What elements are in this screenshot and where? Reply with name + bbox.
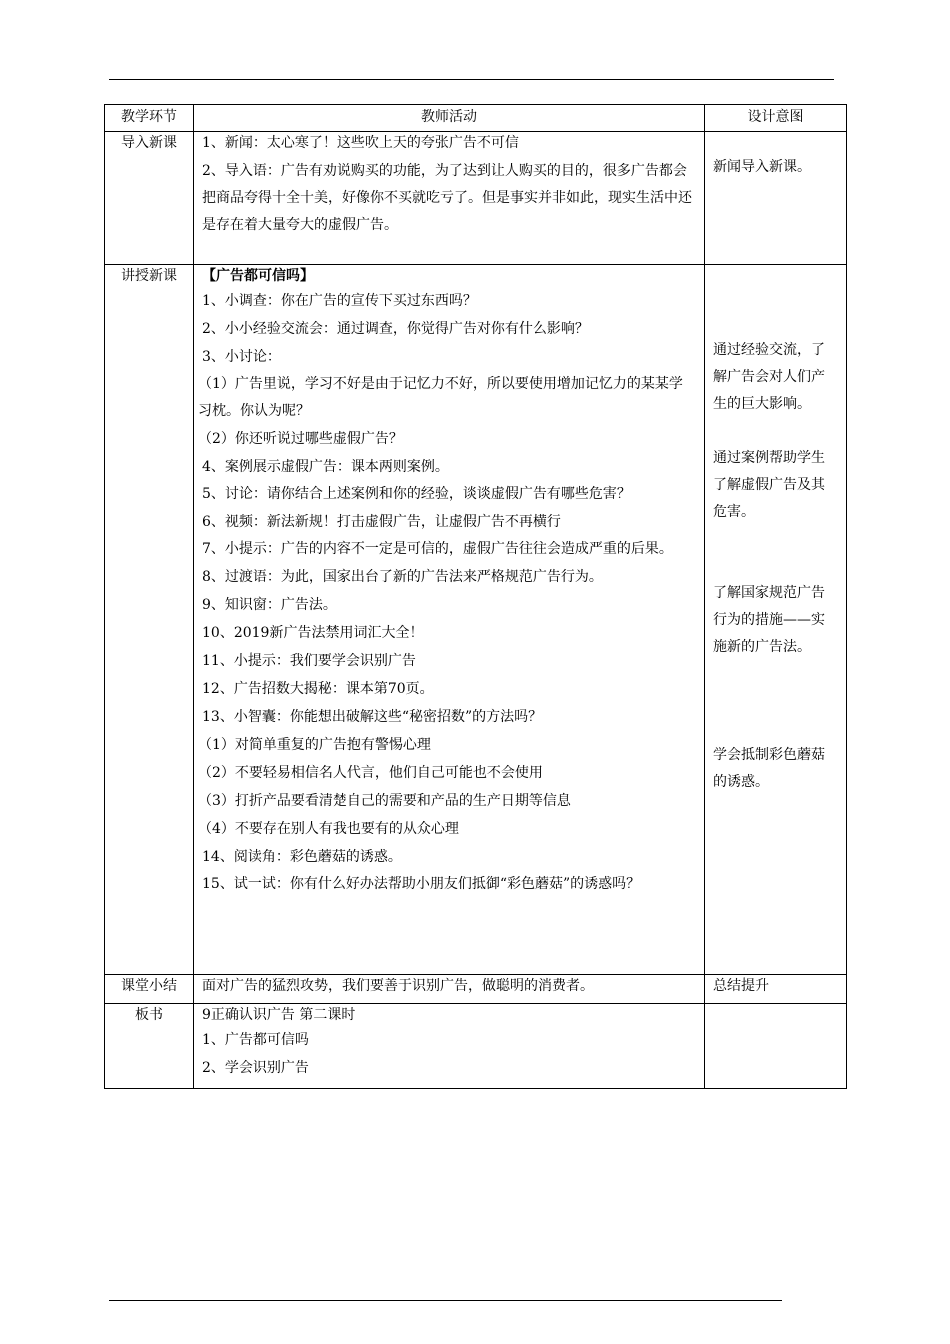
activity-item: 4、案例展示虚假广告：课本两则案例。: [202, 459, 449, 475]
intent-item: 学会抵制彩色蘑菇的诱惑。: [713, 747, 825, 790]
intent-cell: [705, 265, 847, 975]
section-label: 导入新课: [105, 132, 194, 265]
activity-item: 3、小讨论：: [202, 349, 281, 365]
table-row: [105, 132, 847, 265]
activity-item: 2、学会识别广告: [202, 1060, 309, 1076]
activity-item: （1）广告里说，学习不好是由于记忆力不好，所以要使用增加记忆力的某某学习枕。你认为呢？: [198, 376, 683, 419]
lesson-plan-table: [104, 104, 847, 1089]
activity-item: 2、小小经验交流会：通过调查，你觉得广告对你有什么影响？: [202, 321, 589, 337]
activity-item: 1、新闻：太心寒了！这些吹上天的夸张广告不可信: [202, 135, 519, 151]
table-row: [105, 975, 847, 1004]
activity-item: （3）打折产品要看清楚自己的需要和产品的生产日期等信息: [198, 793, 571, 809]
header-rule: [109, 79, 834, 80]
table-row: [105, 265, 847, 975]
section-label: 课堂小结: [105, 975, 194, 1004]
activity-item: （4）不要存在别人有我也要有的从众心理: [198, 821, 459, 837]
header-teacher-activity: 教师活动: [194, 105, 705, 132]
activity-item: 10、2019新广告法禁用词汇大全！: [202, 625, 424, 641]
activity-item: 9、知识窗：广告法。: [202, 597, 337, 613]
activity-item: 6、视频：新法新规！打击虚假广告，让虚假广告不再横行: [202, 514, 561, 530]
activity-cell: [194, 265, 705, 975]
activity-item: （1）对简单重复的广告抱有警惕心理: [198, 737, 431, 753]
activity-item: 8、过渡语：为此，国家出台了新的广告法来严格规范广告行为。: [202, 569, 603, 585]
header-stage: 教学环节: [105, 105, 194, 132]
section-label: 讲授新课: [105, 265, 194, 975]
activity-cell: [194, 975, 705, 1004]
activity-item: 14、阅读角：彩色蘑菇的诱惑。: [202, 849, 402, 865]
activity-item: 1、广告都可信吗: [202, 1032, 309, 1048]
activity-cell: [194, 1004, 705, 1089]
activity-item: （2）不要轻易相信名人代言，他们自己可能也不会使用: [198, 765, 543, 781]
activity-item: 12、广告招数大揭秘：课本第70页。: [202, 681, 434, 697]
intent-cell: [705, 1004, 847, 1089]
intent-item: 通过案例帮助学生了解虚假广告及其危害。: [713, 450, 825, 520]
activity-item: 面对广告的猛烈攻势，我们要善于识别广告，做聪明的消费者。: [202, 978, 594, 994]
table-row: [105, 1004, 847, 1089]
intent-cell: [705, 132, 847, 265]
header-design-intent: 设计意图: [705, 105, 847, 132]
activity-item: 7、小提示：广告的内容不一定是可信的，虚假广告往往会造成严重的后果。: [202, 541, 673, 557]
activity-item: 5、讨论：请你结合上述案例和你的经验，谈谈虚假广告有哪些危害？: [202, 486, 631, 502]
activity-item: 13、小智囊：你能想出破解这些“秘密招数”的方法吗？: [202, 709, 543, 725]
subsection-title: 【广告都可信吗】: [202, 268, 314, 284]
activity-cell: [194, 132, 705, 265]
intent-item: 总结提升: [713, 978, 769, 994]
activity-item: （2）你还听说过哪些虚假广告？: [198, 431, 403, 447]
intent-cell: [705, 975, 847, 1004]
table-header-row: [105, 105, 847, 132]
activity-item: 11、小提示：我们要学会识别广告: [202, 653, 416, 669]
activity-item: 1、小调查：你在广告的宣传下买过东西吗？: [202, 293, 477, 309]
section-label: 板书: [105, 1004, 194, 1089]
activity-item: 15、试一试：你有什么好办法帮助小朋友们抵御“彩色蘑菇”的诱惑吗？: [202, 876, 641, 892]
intent-item: 通过经验交流，了解广告会对人们产生的巨大影响。: [713, 342, 825, 412]
footer-rule: [109, 1300, 782, 1301]
intent-item: 新闻导入新课。: [713, 159, 811, 175]
blackboard-title: 9正确认识广告 第二课时: [202, 1007, 356, 1023]
activity-item: 2、导入语：广告有劝说购买的功能，为了达到让人购买的目的，很多广告都会把商品夸得十全十美，好像你不买就吃亏了。但是事实并非如此，现实生活中还是存在着大量夸大的虚假广告。: [202, 163, 692, 233]
intent-item: 了解国家规范广告行为的措施——实施新的广告法。: [713, 585, 825, 655]
